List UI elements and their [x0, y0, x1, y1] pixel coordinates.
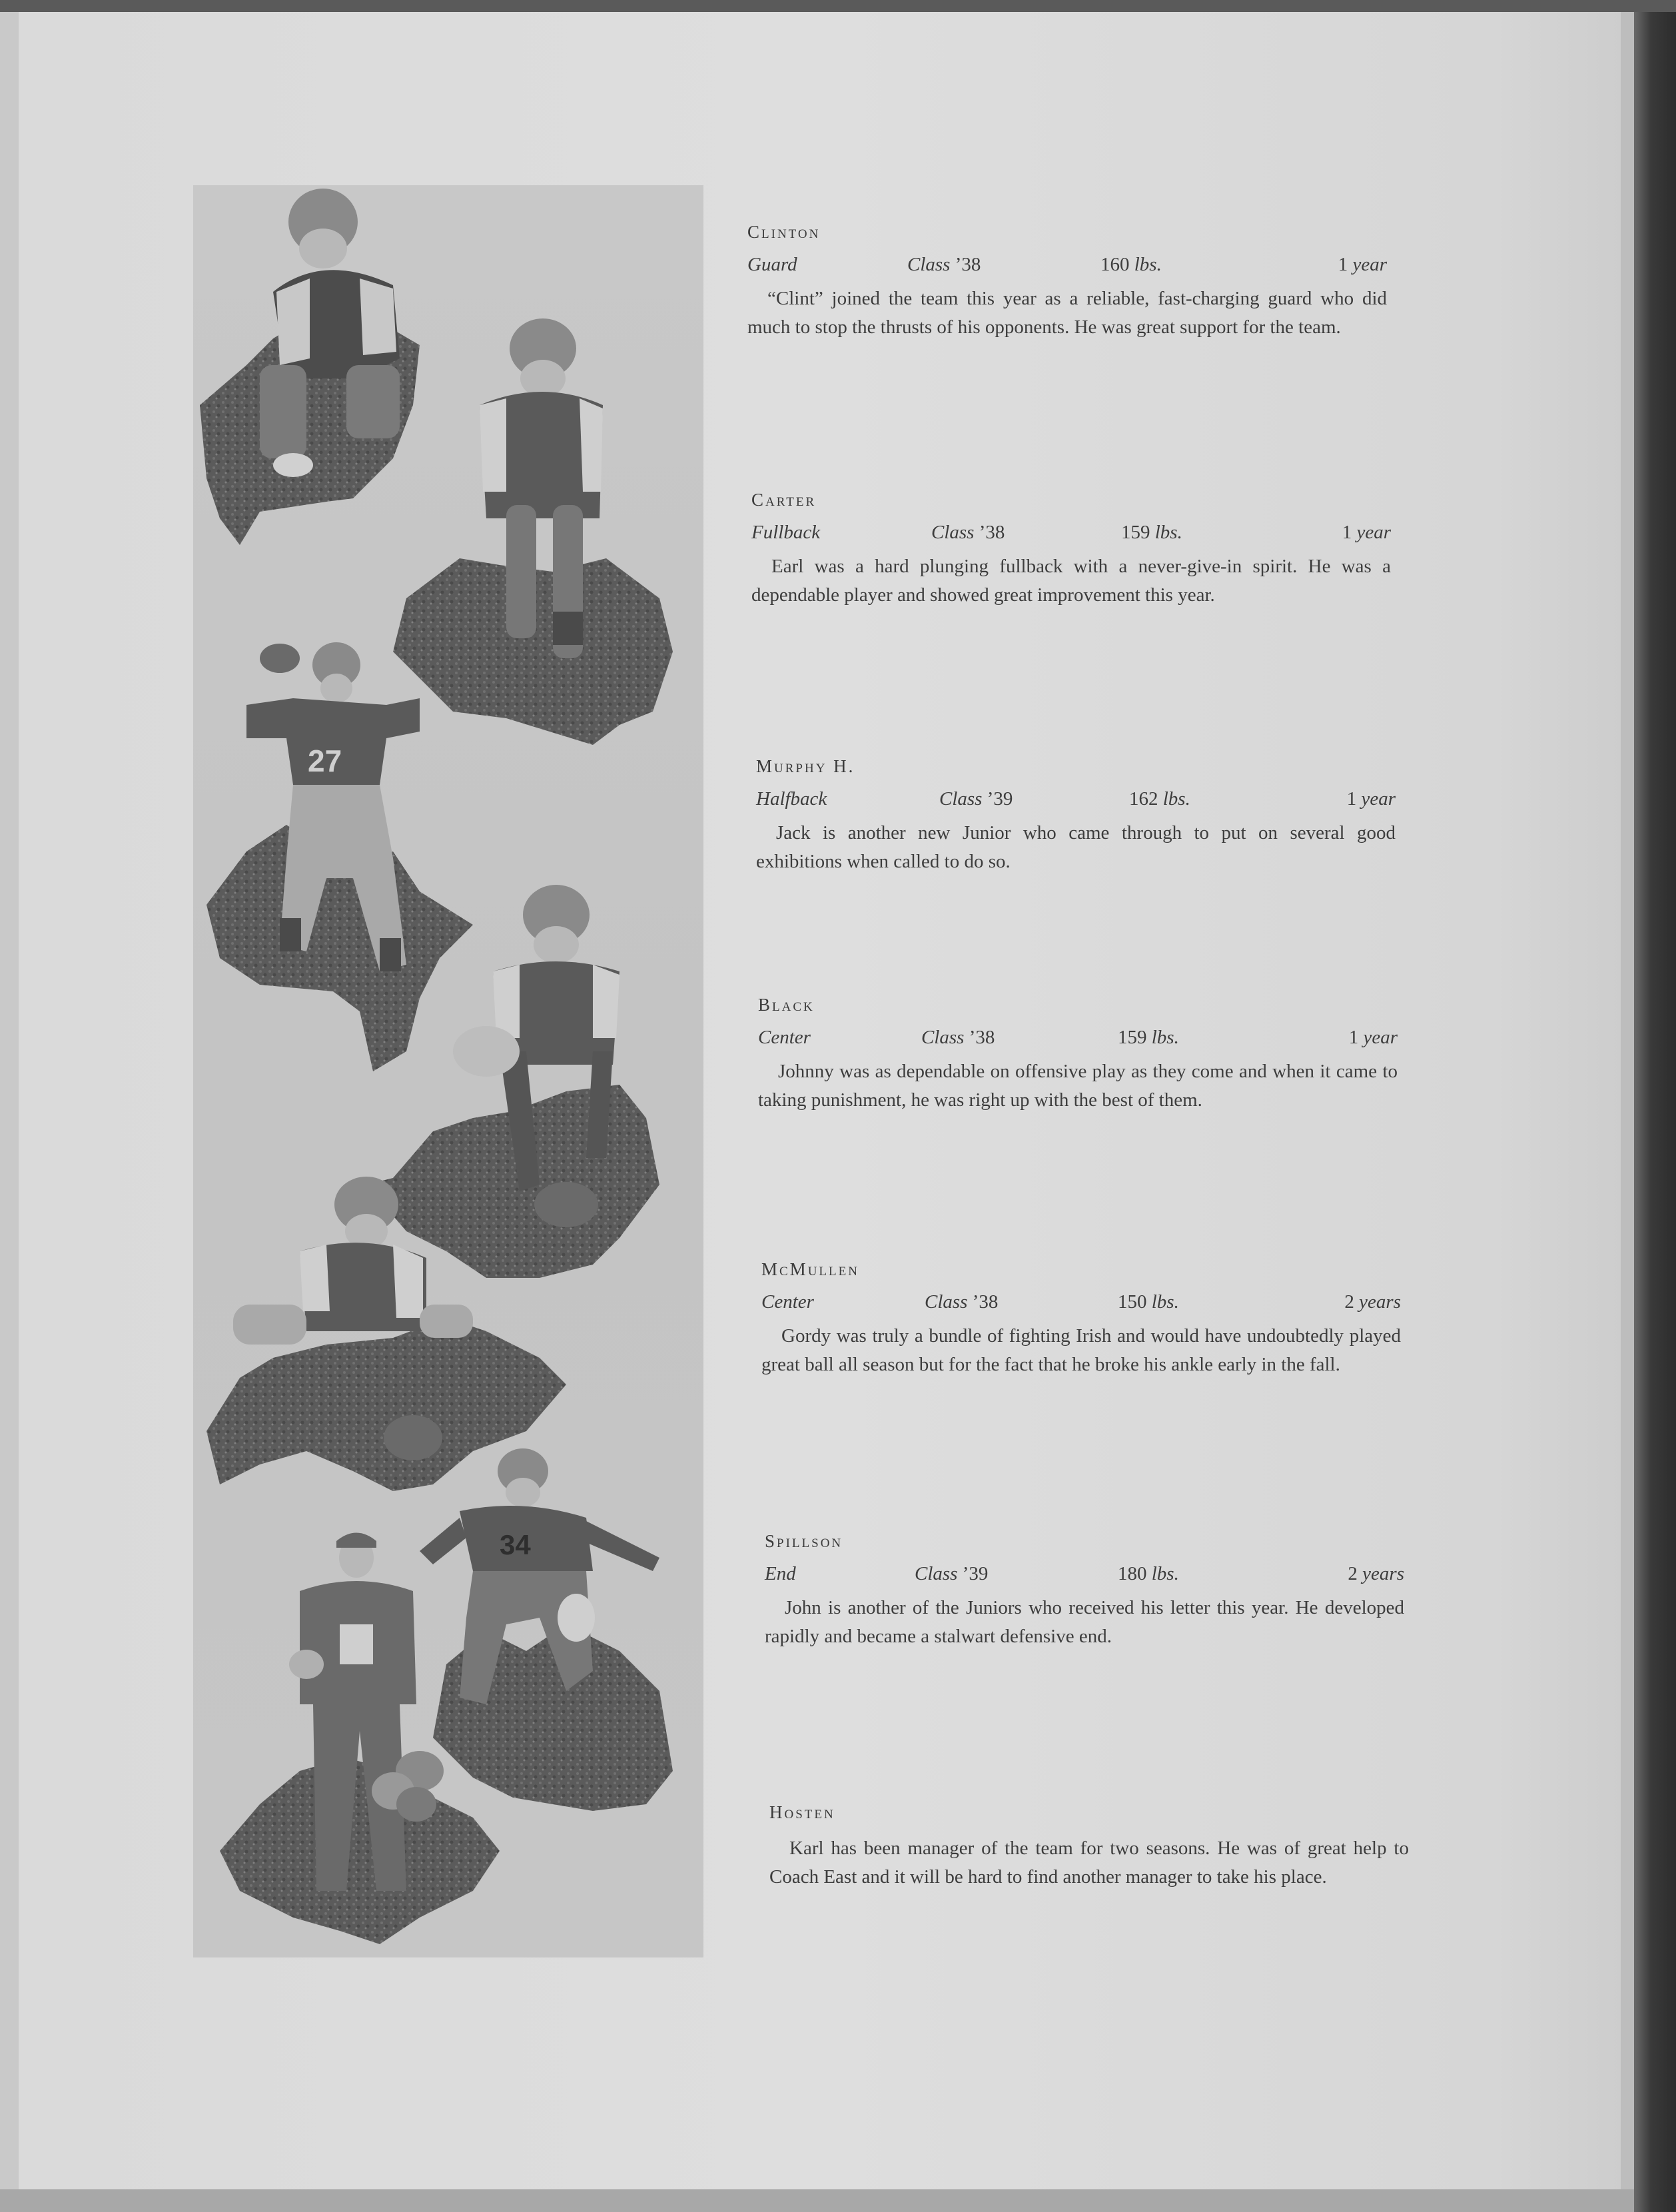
player-years: 2 years [1348, 1563, 1404, 1584]
player-entry-spillson [765, 1531, 1404, 1651]
photo-carter [393, 318, 673, 745]
player-description: Johnny was as dependable on offensive play as they come and when it came to taking punishment, he was right up with the best of them. [758, 1061, 1398, 1111]
manager-description: Karl has been manager of the team for two seasons. He was of great help to Coach East and it will be hard to find another manager to take his place. [769, 1838, 1409, 1888]
player-photo-collage [193, 185, 703, 1957]
player-weight: 162 lbs. [1129, 788, 1190, 810]
player-description: Jack is another new Junior who came through to put on several good exhibitions when called to do so. [756, 822, 1396, 872]
jersey-number-27: 27 [308, 744, 342, 778]
player-name: Black [758, 995, 815, 1015]
player-years: 2 years [1344, 1291, 1401, 1313]
player-position: Center [758, 1027, 811, 1048]
player-weight: 180 lbs. [1118, 1563, 1179, 1584]
player-class: Class ’38 [921, 1027, 995, 1048]
book-spine [1634, 12, 1676, 2212]
player-description: John is another of the Juniors who received his letter this year. He developed rapidly and became a stalwart defensive end. [765, 1597, 1404, 1647]
player-class: Class ’38 [931, 522, 1005, 543]
player-name: Spillson [765, 1531, 843, 1551]
player-entry-mcmullen [761, 1259, 1401, 1379]
player-weight: 159 lbs. [1121, 522, 1182, 543]
player-stats [751, 522, 1391, 546]
player-years: 1 year [1342, 522, 1391, 543]
player-stats [765, 1563, 1404, 1587]
manager-name: Hosten [769, 1802, 835, 1822]
player-years: 1 year [1338, 254, 1387, 275]
player-stats [761, 1291, 1401, 1315]
jersey-number-34: 34 [500, 1529, 531, 1560]
player-entry-clinton [747, 222, 1387, 342]
player-stats [747, 254, 1387, 278]
photo-clinton [200, 189, 420, 545]
player-stats [756, 788, 1396, 812]
player-name: Clinton [747, 222, 821, 242]
player-weight: 160 lbs. [1100, 254, 1162, 275]
player-entry-carter [751, 490, 1391, 610]
player-weight: 150 lbs. [1118, 1291, 1179, 1313]
player-name: Carter [751, 490, 817, 510]
player-entry-black [758, 995, 1398, 1115]
player-description: “Clint” joined the team this year as a reliable, fast-charging guard who did much to stop the thrusts of his opponents. He was great support for the team. [747, 288, 1387, 338]
player-position: Halfback [756, 788, 827, 810]
player-class: Class ’38 [925, 1291, 999, 1313]
page-right-edge [1621, 12, 1634, 2189]
player-class: Class ’38 [907, 254, 981, 275]
player-position: Center [761, 1291, 814, 1313]
player-name: McMullen [761, 1259, 859, 1279]
photo-murphy [207, 642, 473, 1071]
player-years: 1 year [1346, 788, 1396, 810]
scan-top-edge [0, 0, 1676, 12]
scan-bottom-edge [0, 2189, 1634, 2212]
player-class: Class ’39 [915, 1563, 989, 1584]
player-description: Earl was a hard plunging fullback with a never-give-in spirit. He was a dependable player and showed great improvement this year. [751, 556, 1391, 606]
player-stats [758, 1027, 1398, 1051]
photo-spillson [420, 1448, 673, 1811]
manager-entry-hosten [769, 1802, 1409, 1892]
player-class: Class ’39 [939, 788, 1013, 810]
player-name: Murphy H. [756, 756, 855, 776]
player-years: 1 year [1348, 1027, 1398, 1048]
player-position: End [765, 1563, 796, 1584]
player-description: Gordy was truly a bundle of fighting Irish and would have undoubtedly played great ball all season but for the fact that he broke his ankle early in the fall. [761, 1325, 1401, 1375]
player-position: Guard [747, 254, 797, 275]
player-position: Fullback [751, 522, 821, 543]
player-entry-murphy [756, 756, 1396, 876]
player-weight: 159 lbs. [1118, 1027, 1179, 1048]
